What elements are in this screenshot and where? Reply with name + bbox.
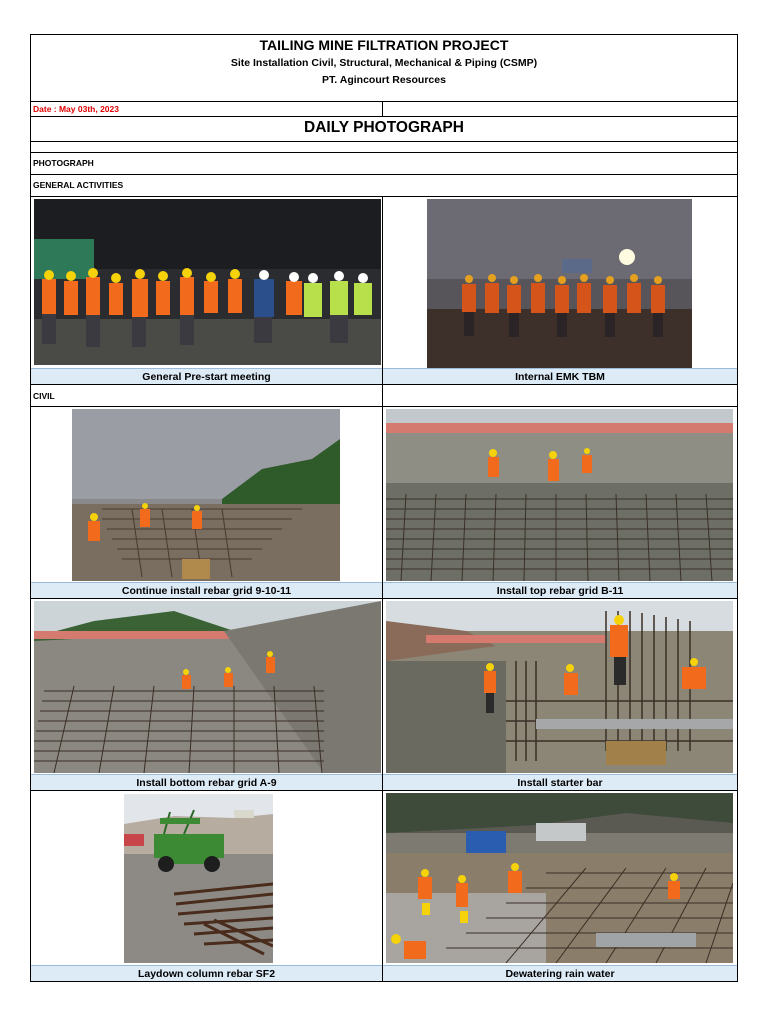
project-title: TAILING MINE FILTRATION PROJECT [259, 37, 509, 53]
photo-laydown-column-rebar [124, 794, 273, 963]
photo-caption: Dewatering rain water [383, 965, 737, 981]
photograph-row [31, 153, 737, 175]
general-activities-row [31, 175, 737, 197]
photo-caption: Install bottom rebar grid A-9 [31, 774, 382, 790]
photo-starter-bar [386, 601, 733, 773]
report-title-row [31, 117, 737, 142]
report-sheet [30, 34, 738, 982]
civil-row [31, 385, 737, 407]
date-row [31, 102, 737, 117]
report-header [31, 35, 737, 102]
report-title: DAILY PHOTOGRAPH [304, 119, 464, 136]
general-activities-label: GENERAL ACTIVITIES [33, 180, 124, 190]
photo-caption: Internal EMK TBM [383, 368, 737, 384]
photo-row-3 [31, 599, 737, 791]
photo-bottom-rebar-a9 [34, 601, 381, 773]
photo-caption: Install top rebar grid B-11 [383, 582, 737, 598]
project-subtitle: Site Installation Civil, Structural, Mechanical & Piping (CSMP) [230, 57, 538, 69]
spacer-row [31, 142, 737, 153]
company-name: PT. Agincourt Resources [322, 74, 446, 86]
photo-caption: Laydown column rebar SF2 [31, 965, 382, 981]
civil-label: CIVIL [33, 391, 55, 401]
photo-prestart-meeting [34, 199, 381, 365]
report-date: Date : May 03th, 2023 [33, 104, 119, 114]
photo-dewatering [386, 793, 733, 963]
photograph-label: PHOTOGRAPH [33, 158, 94, 168]
photo-caption: Install starter bar [383, 774, 737, 790]
photo-rebar-grid-9-10-11 [72, 409, 340, 581]
photo-row-1 [31, 197, 737, 385]
photo-internal-tbm [427, 199, 692, 369]
photo-caption: General Pre-start meeting [31, 368, 382, 384]
photo-row-2 [31, 407, 737, 599]
photo-top-rebar-b11 [386, 409, 733, 581]
photo-row-4 [31, 791, 737, 981]
photo-caption: Continue install rebar grid 9-10-11 [31, 582, 382, 598]
